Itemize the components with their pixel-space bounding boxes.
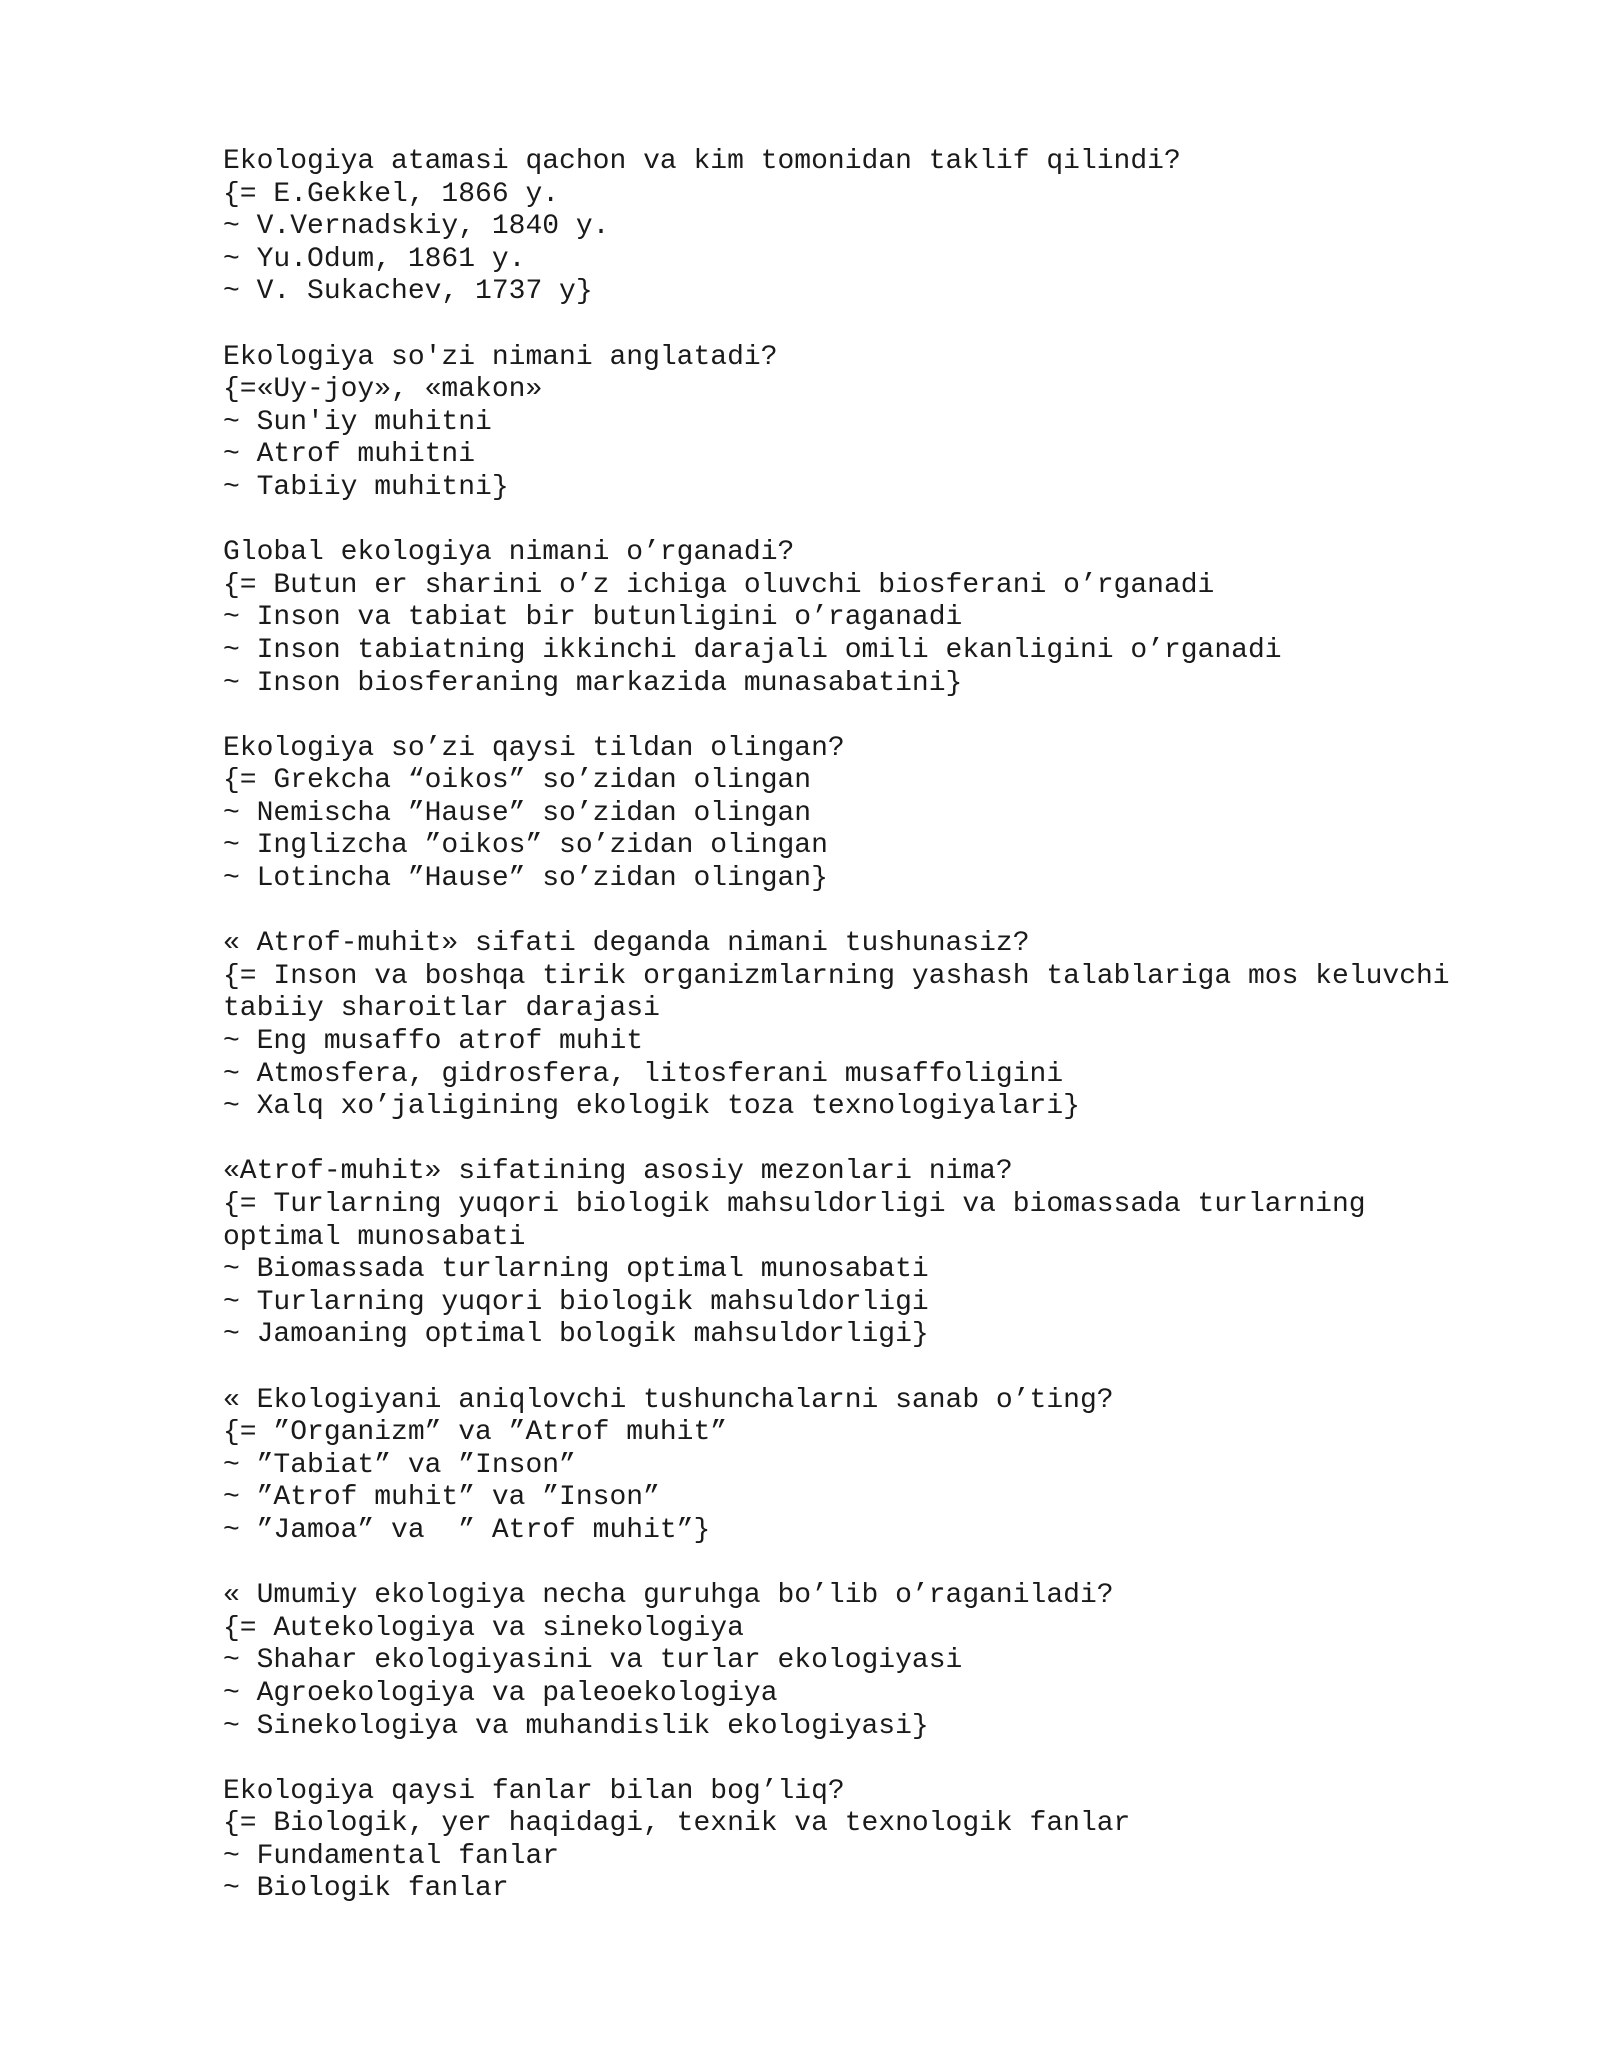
answer-correct: {= E.Gekkel, 1866 y. xyxy=(223,178,560,210)
question-block xyxy=(223,1385,1523,1548)
answer-option: ~ Shahar ekologiyasini va turlar ekologiyasi xyxy=(223,1645,963,1677)
answer-option: ~ Fundamental fanlar xyxy=(223,1840,560,1872)
answer-option: ~ Nemischa ”Hause” so’zidan olingan xyxy=(223,797,812,829)
question-text: Ekologiya so’zi qaysi tildan olingan? xyxy=(223,732,845,764)
answer-option: ~ Yu.Odum, 1861 y. xyxy=(223,243,526,275)
answer-option: ~ Inson biosferaning markazida munasabatini} xyxy=(223,667,963,699)
answer-option: ~ Agroekologiya va paleoekologiya xyxy=(223,1677,778,1709)
answer-correct: {= Butun er sharini o’z ichiga oluvchi biosferani o’rganadi xyxy=(223,569,1215,601)
question-block xyxy=(223,1156,1523,1352)
answer-option: ~ Atrof muhitni xyxy=(223,439,476,471)
question-block xyxy=(223,342,1523,505)
answer-correct-continued: tabiiy sharoitlar darajasi xyxy=(223,993,660,1025)
question-text: Ekologiya atamasi qachon va kim tomonidan taklif qilindi? xyxy=(223,146,1181,177)
question-text: Global ekologiya nimani o’rganadi? xyxy=(223,537,795,569)
question-block xyxy=(223,733,1523,896)
answer-option: ~ Biologik fanlar xyxy=(223,1873,509,1905)
question-text: Ekologiya qaysi fanlar bilan bog’liq? xyxy=(223,1775,845,1807)
answer-option: ~ Biomassada turlarning optimal munosabati xyxy=(223,1254,929,1286)
answer-option: ~ Xalq xo’jaligining ekologik toza texnologiyalari} xyxy=(223,1091,1080,1123)
answer-option: ~ V.Vernadskiy, 1840 y. xyxy=(223,211,610,243)
answer-correct: {=«Uy-joy», «makon» xyxy=(223,374,543,406)
answer-correct: {= Turlarning yuqori biologik mahsuldorligi va biomassada turlarning xyxy=(223,1189,1366,1220)
answer-option: ~ ”Jamoa” va ” Atrof muhit”} xyxy=(223,1514,711,1546)
answer-option: ~ Lotincha ”Hause” so’zidan olingan} xyxy=(223,863,828,895)
answer-correct: {= Autekologiya va sinekologiya xyxy=(223,1612,744,1644)
answer-option: ~ Atmosfera, gidrosfera, litosferani musaffoligini xyxy=(223,1058,1064,1090)
question-text: « Ekologiyani aniqlovchi tushunchalarni sanab o’ting? xyxy=(223,1384,1114,1416)
answer-correct-continued: optimal munosabati xyxy=(223,1221,526,1253)
question-block xyxy=(223,146,1523,309)
quiz-content xyxy=(223,146,1523,1939)
question-text: « Umumiy ekologiya necha guruhga bo’lib o’raganiladi? xyxy=(223,1580,1114,1612)
answer-correct: {= ”Organizm” va ”Atrof muhit” xyxy=(223,1417,728,1449)
answer-option: ~ Sinekologiya va muhandislik ekologiyasi} xyxy=(223,1710,929,1742)
question-block xyxy=(223,1580,1523,1743)
question-block xyxy=(223,537,1523,700)
answer-option: ~ Inglizcha ”oikos” so’zidan olingan xyxy=(223,830,828,862)
answer-option: ~ Sun'iy muhitni xyxy=(223,406,492,438)
answer-option: ~ ”Tabiat” va ”Inson” xyxy=(223,1449,576,1481)
answer-correct: {= Biologik, yer haqidagi, texnik va texnologik fanlar xyxy=(223,1808,1131,1840)
answer-correct: {= Grekcha “oikos” so’zidan olingan xyxy=(223,765,812,797)
answer-option: ~ Inson va tabiat bir butunligini o’raganadi xyxy=(223,602,963,634)
answer-option: ~ Turlarning yuqori biologik mahsuldorligi xyxy=(223,1286,929,1318)
answer-option: ~ Tabiiy muhitni} xyxy=(223,471,509,503)
question-text: « Atrof-muhit» sifati deganda nimani tushunasiz? xyxy=(223,928,1030,960)
question-text: «Atrof-muhit» sifatining asosiy mezonlari nima? xyxy=(223,1156,1013,1188)
question-block xyxy=(223,928,1523,1124)
answer-option: ~ ”Atrof muhit” va ”Inson” xyxy=(223,1482,660,1514)
question-block xyxy=(223,1776,1523,1906)
answer-correct: {= Inson va boshqa tirik organizmlarning yashash talablariga mos keluvchi xyxy=(223,960,1450,992)
answer-option: ~ Eng musaffo atrof muhit xyxy=(223,1026,644,1058)
answer-option: ~ V. Sukachev, 1737 y} xyxy=(223,276,593,308)
question-text: Ekologiya so'zi nimani anglatadi? xyxy=(223,341,778,373)
answer-option: ~ Inson tabiatning ikkinchi darajali omili ekanligini o’rganadi xyxy=(223,634,1282,666)
answer-option: ~ Jamoaning optimal bologik mahsuldorligi} xyxy=(223,1319,929,1351)
